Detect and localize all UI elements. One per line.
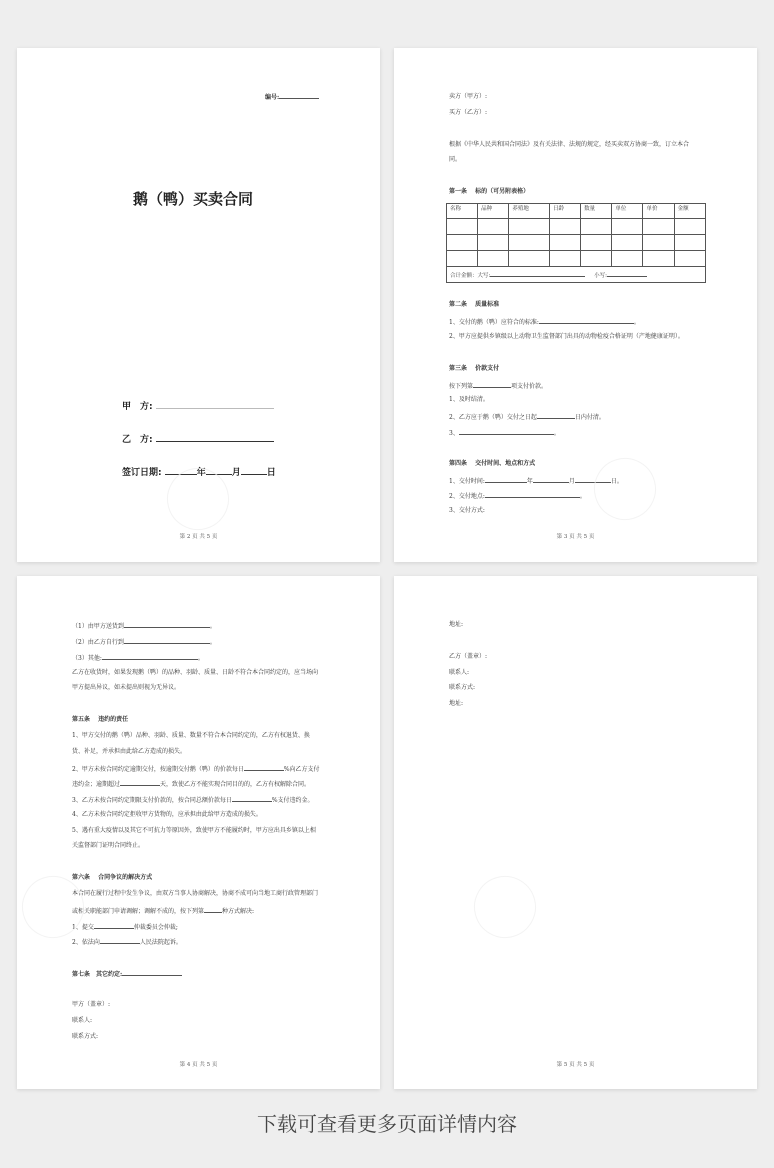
table-header-cell: 品种 [478, 204, 509, 219]
total-lower-blank [607, 270, 647, 277]
article-3-item-1: 1、及时结清。 [449, 396, 489, 403]
article-1-title: 第一条 标的（可另附表格） [449, 188, 530, 195]
text: 2、甲方未按合同约定逾期交付，按逾期交付鹅（鸭）的价款每日 [72, 766, 244, 773]
text: 或相关职能部门申请调解；调解不成的，按下列第 [72, 908, 205, 915]
text: %向乙方支付 [283, 766, 320, 773]
blank [539, 317, 634, 324]
art3-2a: 2、乙方应于鹅（鸭）交付之日起 [449, 414, 537, 421]
text: （1）由甲方送货到 [72, 623, 124, 630]
day-label: 日 [266, 468, 276, 478]
page-number: 第 4 页 共 5 页 [179, 1062, 218, 1068]
article-4-title: 第四条 交付时间、地点和方式 [449, 460, 536, 467]
art4-2: 2、交付地点: [449, 493, 485, 500]
download-more-caption: 下载可查看更多页面详情内容 [257, 1112, 517, 1136]
page-number: 第 2 页 共 5 页 [179, 534, 218, 540]
preamble-line-1: 根据《中华人民共和国合同法》及有关法律、法规的规定，经买卖双方协商一致，订立本合 [449, 141, 690, 148]
serial-blank [279, 92, 319, 99]
party-b-blank [156, 432, 274, 442]
total-lower-label: 小写: [594, 273, 607, 279]
goods-table [446, 203, 706, 283]
text: 违约金；逾期超过 [72, 781, 121, 788]
article-3-item-0 [449, 381, 547, 391]
page-2 [394, 48, 757, 562]
blank [232, 795, 272, 802]
page-number: 第 3 页 共 5 页 [556, 534, 595, 540]
blank [244, 764, 284, 771]
a5-3 [72, 795, 314, 805]
party-b-address: 地址: [449, 700, 464, 707]
table-row [447, 251, 706, 267]
party-a-label: 甲 方: [122, 402, 153, 412]
article-3-title: 第三条 价款支付 [449, 365, 500, 372]
a5-4: 4、乙方未按合同约定拒收甲方货物的，应承担由此给甲方造成的损失。 [72, 811, 262, 818]
seller-line: 卖方（甲方）: [449, 93, 488, 100]
blank [485, 476, 527, 483]
page-cover [17, 48, 380, 562]
blank [204, 906, 222, 913]
article-6-title: 第六条 合同争议的解决方式 [72, 874, 153, 881]
text: 1、提交 [72, 924, 94, 931]
a5-2-cont [72, 779, 310, 789]
delivery-option-3: （3）其他: 。 [72, 655, 204, 662]
delivery-option-2: （2）由乙方自行到 。 [72, 639, 216, 646]
a6-1: 本合同在履行过程中发生争议，由双方当事人协商解决，协商不成可向当地工商行政管理部门 [72, 890, 319, 897]
text: 种方式解决: [222, 908, 255, 915]
inspection-text-1: 乙方在收货时，如果发现鹅（鸭）的品种、羽龄、质量、日龄不符合本合同约定的，应当场向 [72, 669, 319, 676]
blank [102, 653, 198, 660]
article-2-item-2: 2、甲方应提供乡镇级以上动物卫生监督部门出具的动物检疫合格证明（产地健康证明）。 [449, 333, 684, 340]
table-total-row [447, 267, 706, 283]
table-header-cell: 名称 [447, 204, 478, 219]
article-2-item-1: 1、交付的鹅（鸭）应符合的标准: 。 [449, 319, 640, 326]
blank [100, 937, 140, 944]
art4-year: 年 [526, 478, 533, 485]
table-header-cell: 日龄 [550, 204, 581, 219]
blank [533, 476, 569, 483]
article-4-item-2: 2、交付地点: 。 [449, 493, 586, 500]
year-label: 年 [196, 468, 206, 478]
article-7-title [72, 969, 182, 979]
text: （3）其他: [72, 655, 102, 662]
art4-1a: 1、交付时间: [449, 478, 485, 485]
buyer-line: 买方（乙方）: [449, 109, 488, 116]
art2-1-text: 1、交付的鹅（鸭）应符合的标准: [449, 319, 539, 326]
page-4 [394, 576, 757, 1089]
page-number: 第 5 页 共 5 页 [556, 1062, 595, 1068]
blank [122, 969, 182, 976]
day-blank [241, 465, 267, 475]
art3-0a: 按下列第 [449, 383, 474, 390]
party-b-contact: 联系人: [449, 669, 470, 676]
text: 3、乙方未按合同约定期限支付价款的，按合同总额价款每日 [72, 797, 232, 804]
a6-4 [72, 937, 182, 947]
text: 人民法院起诉。 [139, 939, 182, 946]
article-5-title: 第五条 违约的责任 [72, 716, 129, 723]
preamble-line-2: 同。 [449, 156, 462, 163]
art4-month: 月 [568, 478, 575, 485]
text: （2）由乙方自行到 [72, 639, 124, 646]
table-header-cell: 数量 [581, 204, 612, 219]
a5-2 [72, 764, 320, 774]
blank [473, 381, 511, 388]
a6-2 [72, 906, 254, 916]
party-b-phone: 联系方式: [449, 684, 476, 691]
table-row [447, 235, 706, 251]
watermark-seal [583, 447, 668, 532]
total-upper-label: 合计金额：大写: [450, 273, 491, 279]
serial-number [265, 92, 319, 102]
party-a-contact: 联系人: [72, 1017, 93, 1024]
party-a-phone: 联系方式: [72, 1033, 99, 1040]
watermark-seal [463, 865, 548, 950]
art3-2b: 日内付清。 [574, 414, 605, 421]
a5-5b: 关监督部门证明合同终止。 [72, 842, 145, 849]
contract-title: 鹅（鸭）买卖合同 [133, 190, 254, 208]
art4-day: 日。 [610, 478, 623, 485]
blank [124, 621, 210, 628]
text: 2、依法向 [72, 939, 100, 946]
text: 第七条 其它约定: [72, 971, 123, 978]
a5-1a: 1、甲方交付的鹅（鸭）品种、羽龄、质量、数量不符合本合同约定的，乙方有权退货、换 [72, 732, 310, 739]
blank [537, 412, 575, 419]
total-upper-blank [490, 270, 585, 277]
blank [94, 922, 134, 929]
blank [120, 779, 160, 786]
blank [124, 637, 210, 644]
serial-label: 编号: [265, 94, 280, 101]
article-3-item-2 [449, 412, 605, 422]
delivery-option-1: （1）由甲方送货到 。 [72, 623, 216, 630]
table-header-row [447, 204, 706, 219]
blank [485, 491, 580, 498]
blank [459, 428, 554, 435]
a6-3 [72, 922, 178, 932]
party-b-line [122, 432, 274, 445]
table-header-cell: 单位 [612, 204, 643, 219]
text: 仲裁委员会仲裁; [133, 924, 178, 931]
inspection-text-2: 甲方提出异议，如未提出则视为无异议。 [72, 684, 181, 691]
table-header-cell: 养殖地 [509, 204, 550, 219]
a5-5a: 5、遇有重大疫情以及其它不可抗力等原因外，致使甲方不能履约时，甲方应出具乡镇以上相 [72, 827, 316, 834]
art3-3: 3、 [449, 430, 459, 437]
article-2-title: 第二条 质量标准 [449, 301, 500, 308]
party-a-seal: 甲方（盖章）: [72, 1001, 111, 1008]
art3-0b: 项支付价款。 [511, 383, 548, 390]
sign-date-label: 签订日期: [122, 468, 162, 478]
text: 天，致使乙方不能实现合同目的的，乙方有权解除合同。 [160, 781, 311, 788]
party-b-seal: 乙方（盖章）: [449, 653, 488, 660]
table-header-cell: 金额 [674, 204, 705, 219]
table-row [447, 219, 706, 235]
text: %支付违约金。 [271, 797, 314, 804]
party-a-blank [156, 399, 274, 409]
article-4-item-3: 3、交付方式: [449, 507, 485, 514]
article-3-item-3: 3、 。 [449, 430, 560, 437]
page-3 [17, 576, 380, 1089]
month-label: 月 [231, 468, 241, 478]
party-a-address: 地址: [449, 621, 464, 628]
a5-1b: 货、补足，并承担由此给乙方造成的损失。 [72, 748, 187, 755]
party-a-line [122, 399, 274, 412]
table-header-cell: 单价 [643, 204, 674, 219]
party-b-label: 乙 方: [122, 435, 153, 445]
